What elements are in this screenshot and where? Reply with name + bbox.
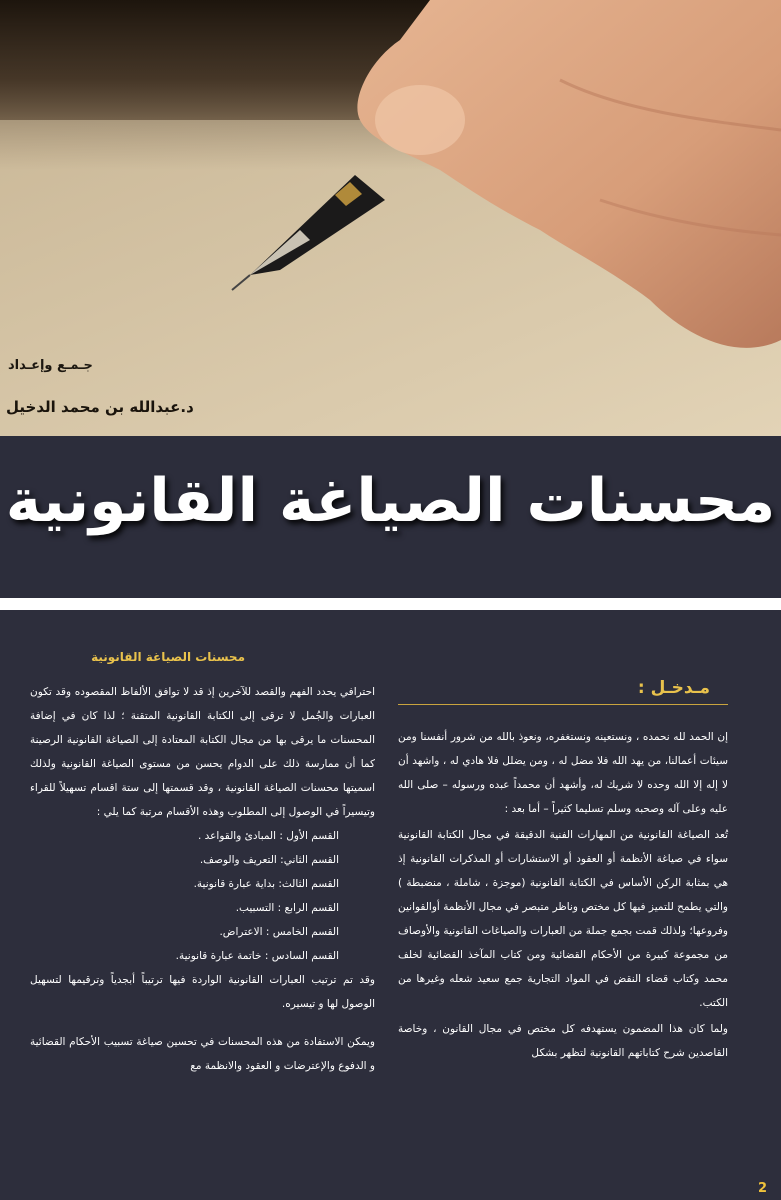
credit-label: جـمـع وإعـداد xyxy=(8,358,93,373)
right-paragraph-3: ولما كان هذا المضمون يستهدفه كل مختص في مجال القانون ، وخاصة القاصدين شرح كتاباتهم القانونية لتظهر بشكل xyxy=(398,1023,728,1059)
cover xyxy=(0,0,781,598)
page-number: 2 xyxy=(757,1181,767,1196)
left-paragraph-2: وقد تم ترتيب العبارات القانونية الواردة فيها ترتيباً أبجدياً وترقيمها لتسهيل الوصول لها و تيسيره. xyxy=(30,974,375,1010)
list-item: القسم السادس : خاتمة عبارة قانونية. xyxy=(175,950,339,962)
cover-title: محسنات الصياغة القانونية xyxy=(5,466,776,536)
right-paragraph-2: تُعد الصياغة القانونية من المهارات الفنية الدقيقة في مجال الكتابة القانونية سواء في صياغة الأنظمة أو العقود أو الاستشارات أو المذكرات القانونية إذ هي بمثابة الركن الأساس في الكتابة القانونية (موجزة ، شاملة ، منضبطة ) والتي يطمح للتميز فيها كل مختص وناظر متبصر في مجال الأنظمة أوالقوانين وفروعها؛ ولذلك قمت بجمع جملة من العبارات والصياغات القانونية والأوصاف من مجموعة كبيرة من الأحكام القضائية ومن كتاب المآخذ القضائية لخلف محمد وكتاب قضاء النقض في المواد التجارية جمع سعيد شعله وغيرها من الكتب. xyxy=(398,829,728,1009)
inner-page xyxy=(0,610,781,1200)
sections-list xyxy=(30,824,375,968)
right-column xyxy=(398,678,728,1065)
photo-illustration xyxy=(0,0,781,436)
section-title: محسنات الصياغة القانونية xyxy=(91,650,245,664)
list-item: القسم الرابع : التسبيب. xyxy=(235,902,339,914)
right-paragraph-1: إن الحمد لله نحمده ، ونستعينه ونستغفره، ونعوذ بالله من شرور أنفسنا ومن سيئات أعمالنا، من يهد الله فلا مضل له ، ومن يضلل فلا هادي له ، واشهد أن لا إله إلا الله وحده لا شريك له، وأشهد أن محمداً عبده ورسوله – صلى الله عليه وعلى آله وصحبه وسلم تسليما كثيراً – أما بعد : xyxy=(398,731,728,815)
author-name: د.عبدالله بن محمد الدخيل xyxy=(6,398,194,416)
list-item: القسم الثاني: التعريف والوصف. xyxy=(199,854,339,866)
list-item: القسم الخامس : الاعتراض. xyxy=(219,926,339,938)
page-separator xyxy=(0,598,781,610)
list-item: القسم الثالث: بداية عبارة قانونية. xyxy=(193,878,339,890)
list-item: القسم الأول : المبادئ والقواعد . xyxy=(197,830,339,842)
left-column xyxy=(30,650,375,1078)
left-paragraph-1: احترافي يحدد الفهم والقصد للآخرين إذ قد لا توافق الألفاظ المقصوده وقد تكون العبارات والجُمل لا ترقى إلى الكتابة القانونية المتقنة ؛ لذا كان في إضافة المحسنات ما يرقى بها من مجال الكتابة المعتادة إلى الصياغة القانونية الرصينة كما أن ممارسة ذلك على الدوام يحسن من مستوى الصياغة القانونية ولذلك اسميتها محسنات الصياغة القانونية ، وقد قسمتها إلى ستة اقسام تسهيلاً للقراء وتيسيراً في الوصول إلى المطلوب وهذه الأقسام مرتبة كما يلي : xyxy=(30,686,375,818)
left-paragraph-3: ويمكن الاستفادة من هذه المحسنات في تحسين صياغة تسبيب الأحكام القضائية و الدفوع والإعترضات و العقود والانظمة مع xyxy=(30,1036,375,1072)
hand-writing-with-fountain-pen-image xyxy=(0,0,781,436)
introduction-heading: مـدخـل : xyxy=(398,678,728,705)
